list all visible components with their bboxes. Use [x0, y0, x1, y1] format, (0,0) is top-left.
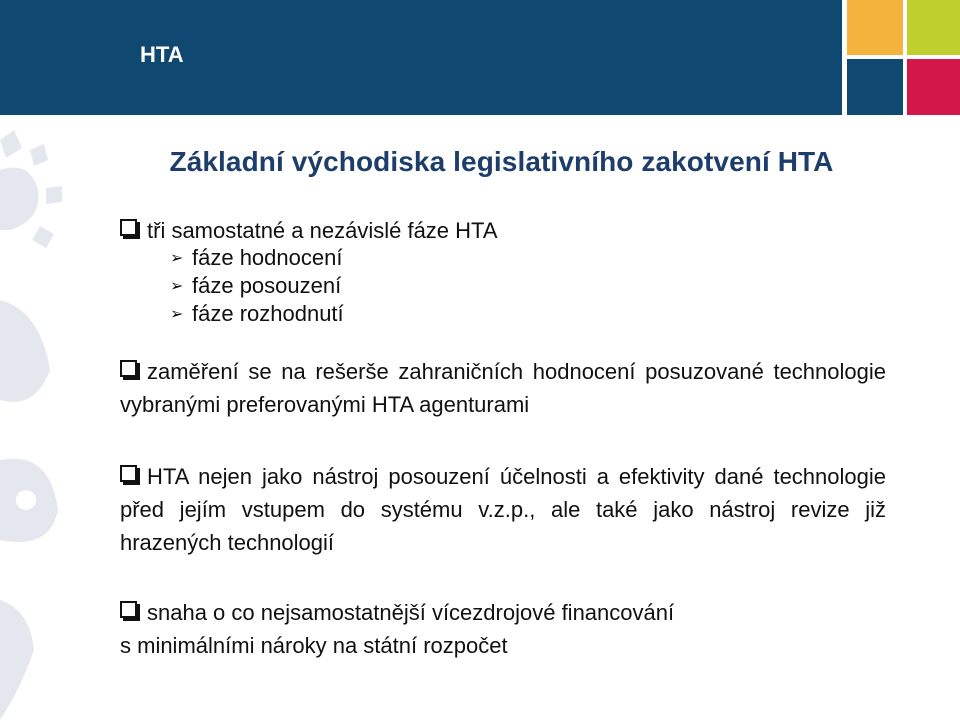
logo-square-red	[907, 59, 960, 115]
phase-list	[170, 244, 344, 328]
bullet-financing: snaha o co nejsamostatnější vícezdrojové financování s minimálními nároky na státní rozpočet	[120, 600, 675, 658]
bullet-hta-tool: HTA nejen jako nástroj posouzení účelnosti a efektivity dané technologie před jejím vstupem do systému v.z.p., ale také jako nástroj revize již hrazených technologií	[120, 464, 886, 555]
checkbox-square-icon	[120, 601, 137, 618]
header-bar	[0, 0, 842, 115]
header-title: HTA	[140, 42, 184, 67]
logo-square-orange	[847, 0, 903, 55]
logo-square-blue	[847, 59, 903, 115]
checkbox-square-icon	[120, 219, 137, 236]
arrow-bullet-icon: ➢	[170, 278, 184, 295]
bullet-phases: tři samostatné a nezávislé fáze HTA	[120, 214, 886, 247]
arrow-bullet-icon: ➢	[170, 306, 184, 323]
slide-title: Základní východiska legislativního zakotvení HTA	[169, 146, 834, 177]
checkbox-square-icon	[120, 465, 137, 482]
list-item: ➢ fáze posouzení	[170, 273, 342, 298]
bullet-foreign-reviews: zaměření se na rešerše zahraničních hodnocení posuzované technologie vybranými preferovanými HTA agenturami	[120, 359, 886, 417]
checkbox-square-icon	[120, 360, 137, 377]
decorative-watermark-icon	[0, 130, 70, 720]
list-item: ➢ fáze rozhodnutí	[170, 301, 344, 326]
arrow-bullet-icon: ➢	[170, 250, 184, 267]
list-item: ➢ fáze hodnocení	[170, 245, 343, 270]
logo-square-green	[907, 0, 960, 55]
